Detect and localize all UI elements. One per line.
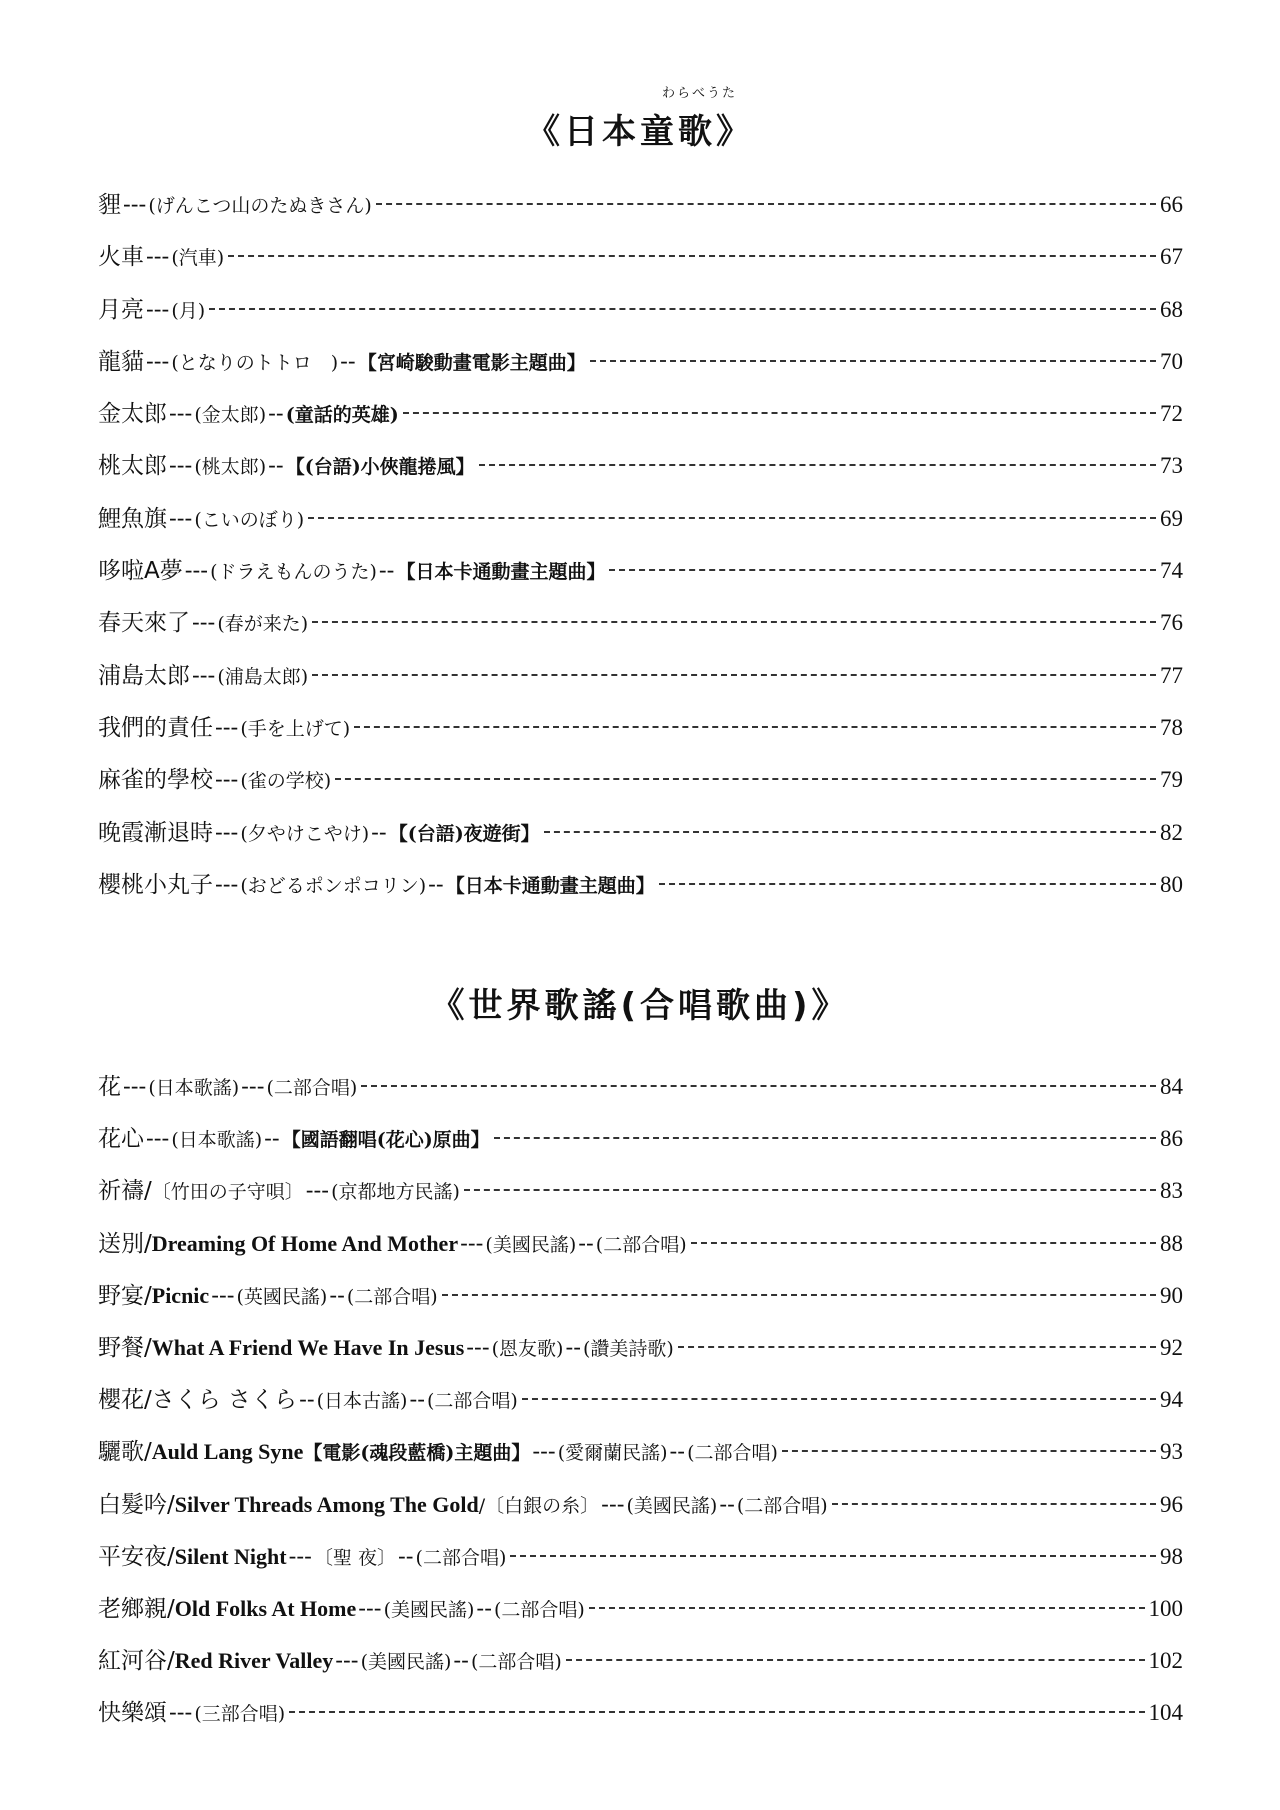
separator: ---	[215, 819, 239, 846]
separator: ---	[146, 1126, 170, 1153]
toc-entry[interactable]	[98, 242, 1183, 294]
toc-entry[interactable]	[98, 295, 1183, 347]
song-subtitle: (京都地方民謠)	[331, 1181, 460, 1204]
toc-entry[interactable]	[98, 1646, 1183, 1698]
separator: --	[476, 1595, 492, 1622]
page-number: 79	[1160, 767, 1183, 793]
song-title: 我們的責任	[98, 714, 213, 741]
song-subtitle: (美國民謠)	[485, 1233, 577, 1256]
song-subtitle: (二部合唱)	[687, 1442, 778, 1465]
song-title: 晚霞漸退時	[98, 819, 213, 846]
toc-entry[interactable]	[98, 818, 1183, 870]
page-number: 74	[1160, 558, 1183, 584]
song-subtitle: (となりのトトロ )	[171, 351, 339, 374]
song-subtitle: (美國民謠)	[360, 1651, 452, 1674]
song-subtitle: (二部合唱)	[470, 1651, 562, 1674]
separator: --	[719, 1491, 735, 1518]
separator: ---	[601, 1491, 625, 1518]
song-title: 花心	[98, 1126, 144, 1153]
separator: ---	[123, 192, 147, 218]
toc-entry[interactable]	[98, 556, 1183, 608]
song-title: 浦島太郎	[98, 662, 190, 689]
song-subtitle: (二部合唱)	[346, 1285, 438, 1308]
separator: ---	[184, 558, 209, 585]
song-subtitle: (日本古謠)	[316, 1390, 408, 1413]
song-title: 麻雀的學校	[98, 767, 213, 794]
toc-entry[interactable]	[98, 1437, 1183, 1489]
toc-entry[interactable]	[98, 713, 1183, 765]
toc-entry[interactable]	[98, 190, 1183, 242]
separator: --	[268, 401, 284, 428]
song-title: 驪歌/	[98, 1439, 152, 1466]
separator: --	[453, 1648, 469, 1675]
song-subtitle: (恩友歌)	[491, 1337, 564, 1360]
song-subtitle: (こいのぼり)	[194, 508, 305, 531]
dot-leader	[354, 726, 1156, 728]
song-title: 龍貓	[98, 348, 144, 375]
toc-entry[interactable]	[98, 1385, 1183, 1437]
separator: --	[371, 819, 387, 846]
section-heading-japanese-childrens-songs	[0, 86, 1280, 153]
song-title: 白髮吟/	[98, 1491, 175, 1518]
page-number: 73	[1160, 453, 1183, 479]
toc-entry[interactable]	[98, 870, 1183, 922]
song-note: 【日本卡通動畫主題曲】	[396, 561, 606, 584]
song-note: 【(台語)小俠龍捲風】	[285, 456, 475, 479]
toc-entry[interactable]	[98, 1281, 1183, 1333]
toc-entry[interactable]	[98, 1072, 1183, 1124]
song-subtitle: (二部合唱)	[736, 1494, 828, 1517]
page-number: 92	[1160, 1334, 1183, 1360]
separator: ---	[305, 1178, 330, 1205]
toc-entry[interactable]	[98, 1124, 1183, 1176]
song-subtitle: (春が来た)	[217, 613, 309, 636]
song-subtitle: (手を上げて)	[240, 717, 351, 740]
song-title: 月亮	[98, 296, 144, 323]
toc-entry[interactable]	[98, 347, 1183, 399]
song-title: 櫻桃小丸子	[98, 871, 213, 898]
dot-leader	[479, 464, 1156, 466]
page-number: 66	[1160, 192, 1183, 217]
song-subtitle: (美國民謠)	[383, 1598, 475, 1621]
page-number: 80	[1160, 871, 1183, 897]
separator: --	[299, 1387, 315, 1414]
song-title: 鯉魚旗	[98, 505, 167, 532]
separator: ---	[460, 1230, 484, 1257]
separator: --	[397, 1543, 414, 1570]
song-title: 平安夜/	[98, 1543, 175, 1570]
separator: --	[565, 1334, 581, 1361]
page-number: 88	[1160, 1230, 1183, 1256]
dot-leader	[494, 1137, 1156, 1139]
separator: ---	[215, 871, 239, 898]
dot-leader	[782, 1450, 1156, 1452]
song-subtitle: (月)	[171, 299, 206, 322]
page-number: 100	[1148, 1595, 1183, 1621]
page-number: 83	[1160, 1178, 1183, 1204]
page-number: 96	[1160, 1491, 1183, 1517]
separator: ---	[169, 401, 193, 428]
section-heading-world-songs	[0, 978, 1280, 1027]
separator: ---	[215, 767, 239, 794]
song-title: 貍	[98, 192, 121, 218]
song-note: (童話的英雄)	[285, 404, 399, 427]
dot-leader	[589, 1607, 1145, 1609]
separator: ---	[532, 1439, 556, 1466]
separator: ---	[146, 244, 170, 271]
page-number: 84	[1160, 1074, 1183, 1099]
song-subtitle: (二部合唱)	[493, 1598, 585, 1621]
separator: ---	[288, 1543, 312, 1570]
dot-leader	[442, 1294, 1156, 1296]
english-title: Picnic	[151, 1282, 210, 1308]
song-title: 哆啦A夢	[98, 558, 183, 585]
separator: ---	[146, 348, 170, 375]
english-title: Silver Threads Among The Gold	[174, 1491, 479, 1517]
english-title: Silent Night	[174, 1543, 287, 1569]
dot-leader	[335, 778, 1156, 780]
separator: ---	[146, 296, 170, 323]
page-number: 82	[1160, 819, 1183, 845]
page-number: 77	[1160, 662, 1183, 688]
song-title: 老鄉親/	[98, 1595, 175, 1622]
separator: --	[409, 1387, 425, 1414]
toc-entry[interactable]	[98, 1594, 1183, 1646]
separator: ---	[192, 662, 216, 689]
toc-entry[interactable]	[98, 451, 1183, 503]
song-subtitle: (夕やけこやけ)	[240, 822, 370, 845]
song-title: 野餐/	[98, 1334, 152, 1361]
song-subtitle: (讚美詩歌)	[582, 1337, 674, 1360]
song-subtitle: (英國民謠)	[236, 1285, 328, 1308]
toc-entry[interactable]	[98, 1229, 1183, 1281]
heading-text: 《日本童歌》	[526, 112, 754, 152]
page-number: 69	[1160, 505, 1183, 531]
toc-list-japanese-childrens-songs	[98, 190, 1183, 922]
song-subtitle: (二部合唱)	[266, 1077, 358, 1099]
page-number: 76	[1160, 610, 1183, 636]
dot-leader	[308, 517, 1156, 519]
dot-leader	[289, 1711, 1144, 1713]
separator: ---	[192, 610, 216, 637]
song-title: 桃太郎	[98, 453, 167, 480]
toc-list-world-songs	[98, 1072, 1183, 1750]
separator: ---	[358, 1595, 382, 1622]
heading-ruby: わらべうた	[662, 86, 738, 101]
dot-leader	[832, 1503, 1156, 1505]
dot-leader	[566, 1659, 1145, 1661]
separator: --	[578, 1230, 594, 1257]
song-subtitle: 〔聖 夜〕	[313, 1546, 396, 1569]
page-number: 94	[1160, 1387, 1183, 1413]
song-subtitle: (浦島太郎)	[217, 665, 309, 688]
dot-leader	[691, 1242, 1156, 1244]
song-title: 火車	[98, 244, 144, 271]
song-title: 春天來了	[98, 610, 190, 637]
song-subtitle: (二部合唱)	[415, 1546, 507, 1569]
song-subtitle: (日本歌謠)	[171, 1129, 263, 1152]
separator: ---	[466, 1334, 490, 1361]
dot-leader	[678, 1346, 1156, 1348]
toc-entry[interactable]	[98, 661, 1183, 713]
song-subtitle: (愛爾蘭民謠)	[557, 1442, 668, 1465]
english-title: Old Folks At Home	[174, 1595, 357, 1621]
song-subtitle: 【國語翻唱(花心)原曲】	[281, 1129, 490, 1152]
dot-leader	[376, 203, 1156, 205]
toc-entry[interactable]	[98, 608, 1183, 660]
song-subtitle: (おどるポンポコリン)	[240, 874, 427, 897]
separator: ---	[123, 1074, 147, 1100]
song-title: 祈禱/	[98, 1178, 152, 1205]
toc-entry[interactable]	[98, 1542, 1183, 1594]
song-title: 快樂頌	[98, 1700, 167, 1727]
song-title: 野宴/	[98, 1282, 152, 1309]
dot-leader	[464, 1189, 1156, 1191]
dot-leader	[361, 1085, 1156, 1087]
separator: --	[264, 1126, 280, 1153]
dot-leader	[209, 308, 1156, 310]
dot-leader	[312, 621, 1156, 623]
song-subtitle: (日本歌謠)	[148, 1077, 240, 1099]
page-number: 78	[1160, 714, 1183, 740]
dot-leader	[590, 360, 1156, 362]
page-number: 104	[1148, 1700, 1183, 1726]
english-title: What A Friend We Have In Jesus	[151, 1334, 465, 1360]
song-subtitle: (二部合唱)	[595, 1233, 687, 1256]
dot-leader	[544, 831, 1156, 833]
song-title: 送別/	[98, 1230, 152, 1257]
page-number: 70	[1160, 348, 1183, 374]
toc-entry[interactable]	[98, 1176, 1183, 1228]
page-number: 90	[1160, 1282, 1183, 1308]
separator: --	[669, 1439, 686, 1466]
song-subtitle: (桃太郎)	[194, 456, 267, 479]
toc-entry[interactable]	[98, 399, 1183, 451]
song-subtitle: 【電影(魂段藍橋)主題曲】	[303, 1442, 531, 1465]
toc-entry[interactable]	[98, 1698, 1183, 1750]
song-subtitle: (雀の学校)	[240, 770, 332, 793]
song-subtitle: (美國民謠)	[626, 1494, 718, 1517]
dot-leader	[522, 1398, 1156, 1400]
english-title: Red River Valley	[174, 1648, 334, 1674]
song-subtitle: (げんこつ山のたぬきさん)	[148, 195, 372, 217]
english-title: Dreaming Of Home And Mother	[151, 1230, 459, 1256]
dot-leader	[510, 1555, 1156, 1557]
page-number: 98	[1160, 1543, 1183, 1569]
page-number: 102	[1148, 1648, 1183, 1674]
song-subtitle: 〔竹田の子守唄〕	[151, 1181, 304, 1204]
separator: ---	[335, 1648, 359, 1675]
separator: --	[340, 348, 356, 375]
page-number: 72	[1160, 401, 1183, 427]
song-subtitle: /〔白銀の糸〕	[478, 1494, 600, 1517]
song-title: 金太郎	[98, 401, 167, 428]
song-subtitle: (金太郎)	[194, 404, 267, 427]
song-note: 【宮崎駿動畫電影主題曲】	[357, 351, 586, 374]
separator: ---	[241, 1074, 265, 1100]
song-note: 【(台語)夜遊街】	[388, 822, 540, 845]
dot-leader	[659, 883, 1156, 885]
english-title: Auld Lang Syne	[151, 1439, 304, 1465]
heading-text: 《世界歌謠(合唱歌曲)》	[430, 986, 850, 1026]
page-number: 68	[1160, 296, 1183, 322]
song-note: 【日本卡通動畫主題曲】	[445, 874, 655, 897]
toc-entry[interactable]	[98, 1490, 1183, 1542]
song-title: 紅河谷/	[98, 1648, 175, 1675]
page-number: 86	[1160, 1126, 1183, 1152]
toc-entry[interactable]	[98, 765, 1183, 817]
song-subtitle: (三部合唱)	[194, 1703, 286, 1726]
page-number: 93	[1160, 1439, 1183, 1465]
separator: ---	[215, 714, 239, 741]
separator: ---	[169, 453, 193, 480]
song-subtitle: (二部合唱)	[426, 1390, 518, 1413]
dot-leader	[403, 412, 1156, 414]
dot-leader	[228, 255, 1156, 257]
toc-entry[interactable]	[98, 504, 1183, 556]
dot-leader	[312, 674, 1156, 676]
dot-leader	[609, 569, 1156, 571]
separator: --	[428, 871, 444, 898]
page-number: 67	[1160, 244, 1183, 270]
separator: --	[329, 1282, 345, 1309]
song-title: 花	[98, 1074, 121, 1100]
separator: --	[268, 453, 284, 480]
separator: ---	[169, 505, 193, 532]
song-title: 櫻花/さくら さくら	[98, 1387, 298, 1414]
separator: ---	[169, 1700, 193, 1727]
song-subtitle: (ドラえもんのうた)	[210, 561, 377, 584]
song-subtitle: (汽車)	[171, 247, 225, 270]
separator: ---	[211, 1282, 235, 1309]
toc-entry[interactable]	[98, 1333, 1183, 1385]
separator: --	[378, 558, 395, 585]
